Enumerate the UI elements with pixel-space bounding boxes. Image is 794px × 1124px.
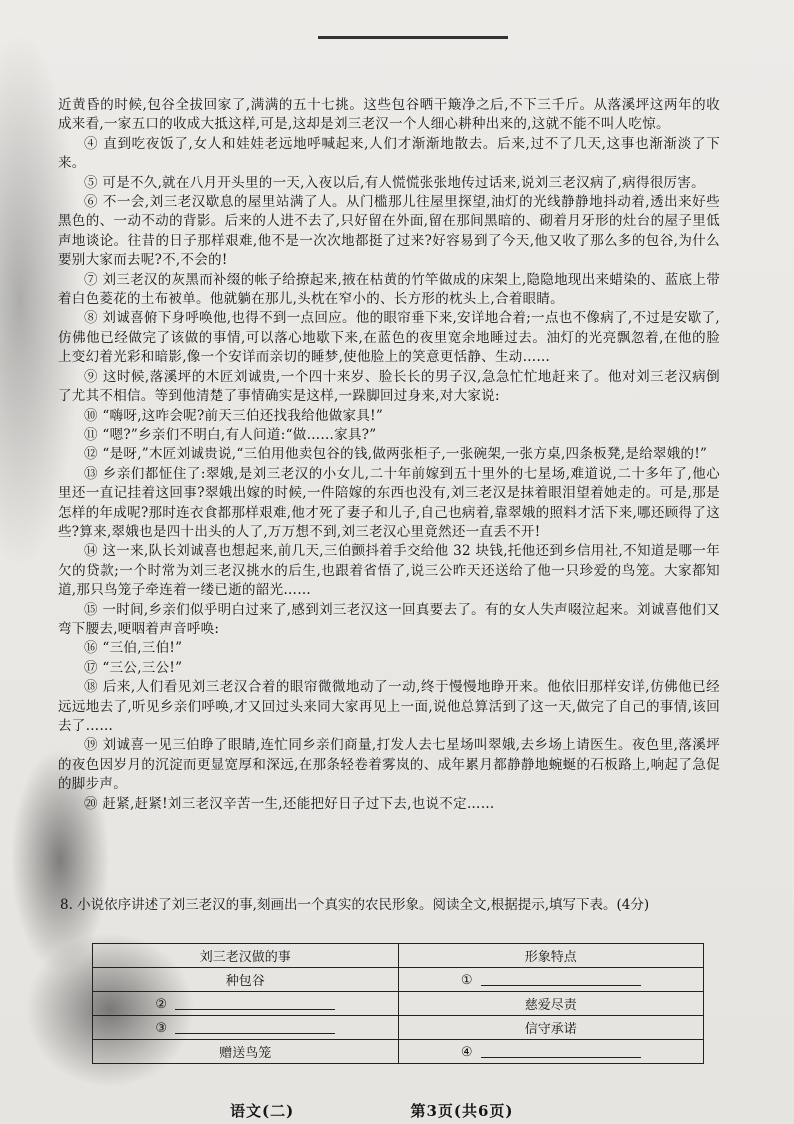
cell-action-1: 种包谷 <box>93 968 399 992</box>
paragraph-13: ⑬ 乡亲们都怔住了:翠娥,是刘三老汉的小女儿,二十年前嫁到五十里外的七星场,难道说,二十多年了,他心里还一直记挂着这回事?翠娥出嫁的时候,一件陪嫁的东西也没有,刘三老汉是抹着眼泪望着她走的。可是,那是怎样的年成呢?那时连衣食都那样艰难,他才死了妻子和儿子,自己也病着,靠翠娥的照料才活下来,哪还顾得了这些?算来,翠娥也是四十出头的人了,万万想不到,刘三老汉心里竟然还一直丢不开! <box>58 465 720 540</box>
paragraph-11: ⑪ “嗯?”乡亲们不明白,有人问道:“做……家具?” <box>84 426 377 443</box>
cell-action-3[interactable]: ③ <box>93 1016 399 1040</box>
table-row <box>93 992 704 1016</box>
table-row <box>93 1040 704 1064</box>
cell-trait-1[interactable]: ① <box>398 968 704 992</box>
answer-blank-3[interactable] <box>175 1019 335 1034</box>
paragraph-18: ⑱ 后来,人们看见刘三老汉合着的眼帘微微地动了一动,终于慢慢地睁开来。他依旧那样安详,仿佛他已经远远地去了,听见乡亲们呼唤,才又回过头来同大家再见上一面,说他总算活到了这一天,做完了自己的事情,该回去了…… <box>58 679 720 734</box>
paragraph-20: ⑳ 赶紧,赶紧!刘三老汉辛苦一生,还能把好日子过下去,也说不定…… <box>84 795 495 812</box>
cell-action-2[interactable]: ② <box>93 992 399 1016</box>
answer-blank-1[interactable] <box>481 971 641 986</box>
table-row <box>93 968 704 992</box>
paragraph-9: ⑨ 这时候,落溪坪的木匠刘诚贵,一个四十来岁、脸长长的男子汉,急急忙忙地赶来了。他对刘三老汉病倒了尤其不相信。等到他清楚了事情确实是这样,一跺脚回过身来,对大家说: <box>58 368 720 405</box>
table-header-row <box>93 944 704 968</box>
paragraph-10: ⑩ “嗨呀,这咋会呢?前天三伯还找我给他做家具!” <box>84 407 384 424</box>
paragraph-12: ⑫ “是呀,”木匠刘诚贵说,“三伯用他卖包谷的钱,做两张柜子,一张碗架,一张方桌,四条板凳,是给翠娥的!” <box>84 446 708 463</box>
page-footer <box>230 1100 590 1121</box>
paragraph-7: ⑦ 刘三老汉的灰黑而补缀的帐子给撩起来,掖在枯黄的竹竿做成的床架上,隐隐地现出来蜡染的、蓝底上带着白色菱花的土布被单。他就躺在那儿,头枕在窄小的、长方形的枕头上,合着眼睛。 <box>58 271 720 308</box>
paragraph-17: ⑰ “三公,三公!” <box>84 659 183 676</box>
paragraph-5: ⑤ 可是不久,就在八月开头里的一天,入夜以后,有人慌慌张张地传过话来,说刘三老汉病了,病得很厉害。 <box>84 174 705 191</box>
footer-page-number: 第3页(共6页) <box>410 1102 514 1120</box>
paragraph-15: ⑮ 一时间,乡亲们似乎明白过来了,感到刘三老汉这一回真要去了。有的女人失声啜泣起来。刘诚喜他们又弯下腰去,哽咽着声音呼唤: <box>58 601 720 637</box>
paragraph-6: ⑥ 不一会,刘三老汉歇息的屋里站满了人。从门槛那儿往屋里探望,油灯的光线静静地抖动着,透出来好些黑色的、一动不动的背影。后来的人进不去了,只好留在外面,留在那间黑暗的、砌着月牙形的灶台的屋子里低声地谈论。往昔的日子那样艰难,他不是一次次地都挺了过来?好容易到了今天,他又收了那么多的包谷,为什么要别大家而去呢?不,不会的! <box>58 194 720 269</box>
paragraph-8: ⑧ 刘诚喜俯下身呼唤他,也得不到一点回应。他的眼帘垂下来,安详地合着;一点也不像病了,不过是安歇了,仿佛他已经做完了该做的事情,可以落心地歇下来,在蓝色的夜里宽余地睡过去。油灯的光亮飘忽着,在他的脸上变幻着光彩和暗影,像一个安详而亲切的睡梦,使他脸上的笑意更恬静、生动…… <box>58 310 720 366</box>
top-rule <box>318 36 508 39</box>
answer-blank-4[interactable] <box>481 1043 641 1058</box>
header-traits: 形象特点 <box>398 944 704 968</box>
cell-trait-4[interactable]: ④ <box>398 1040 704 1064</box>
footer-subject: 语文(二) <box>230 1102 295 1120</box>
question-8-prompt: 8. 小说依序讲述了刘三老汉的事,刻画出一个真实的农民形象。阅读全文,根据提示,填写下表。(4分) <box>60 897 650 913</box>
table-row <box>93 1016 704 1040</box>
cell-action-4: 赠送鸟笼 <box>93 1040 399 1064</box>
reading-passage <box>58 96 720 814</box>
paragraph-19: ⑲ 刘诚喜一见三伯睁了眼睛,连忙同乡亲们商量,打发人去七星场叫翠娥,去乡场上请医生。夜色里,落溪坪的夜色因岁月的沉淀而更显宽厚和深远,在那条轻卷着雾岚的、成年累月都静静地蜿蜒的石板路上,响起了急促的脚步声。 <box>58 737 720 793</box>
cell-trait-2: 慈爱尽责 <box>398 992 704 1016</box>
answer-table <box>92 943 704 1064</box>
paragraph-4: ④ 直到吃夜饭了,女人和娃娃老远地呼喊起来,人们才渐渐地散去。后来,过不了几天,这事也渐渐淡了下来。 <box>58 135 720 172</box>
paragraph-16: ⑯ “三伯,三伯!” <box>84 640 183 657</box>
header-actions: 刘三老汉做的事 <box>93 944 399 968</box>
paragraph-14: ⑭ 这一来,队长刘诚喜也想起来,前几天,三伯颤抖着手交给他 32 块钱,托他还到乡信用社,不知道是哪一年欠的贷款;一个时常为刘三老汉挑水的后生,也跟着省悟了,说三公昨天还送给了他一只珍爱的鸟笼。大家都知道,那只鸟笼子牵连着一缕已逝的韶光…… <box>58 543 720 599</box>
paragraph-3-cont: 近黄昏的时候,包谷全拔回家了,满满的五十七挑。这些包谷晒干簸净之后,不下三千斤。从落溪坪这两年的收成来看,一家五口的收成大抵这样,可是,这却是刘三老汉一个人细心耕种出来的,这就不能不叫人吃惊。 <box>58 97 720 133</box>
cell-trait-3: 信守承诺 <box>398 1016 704 1040</box>
answer-blank-2[interactable] <box>175 995 335 1010</box>
